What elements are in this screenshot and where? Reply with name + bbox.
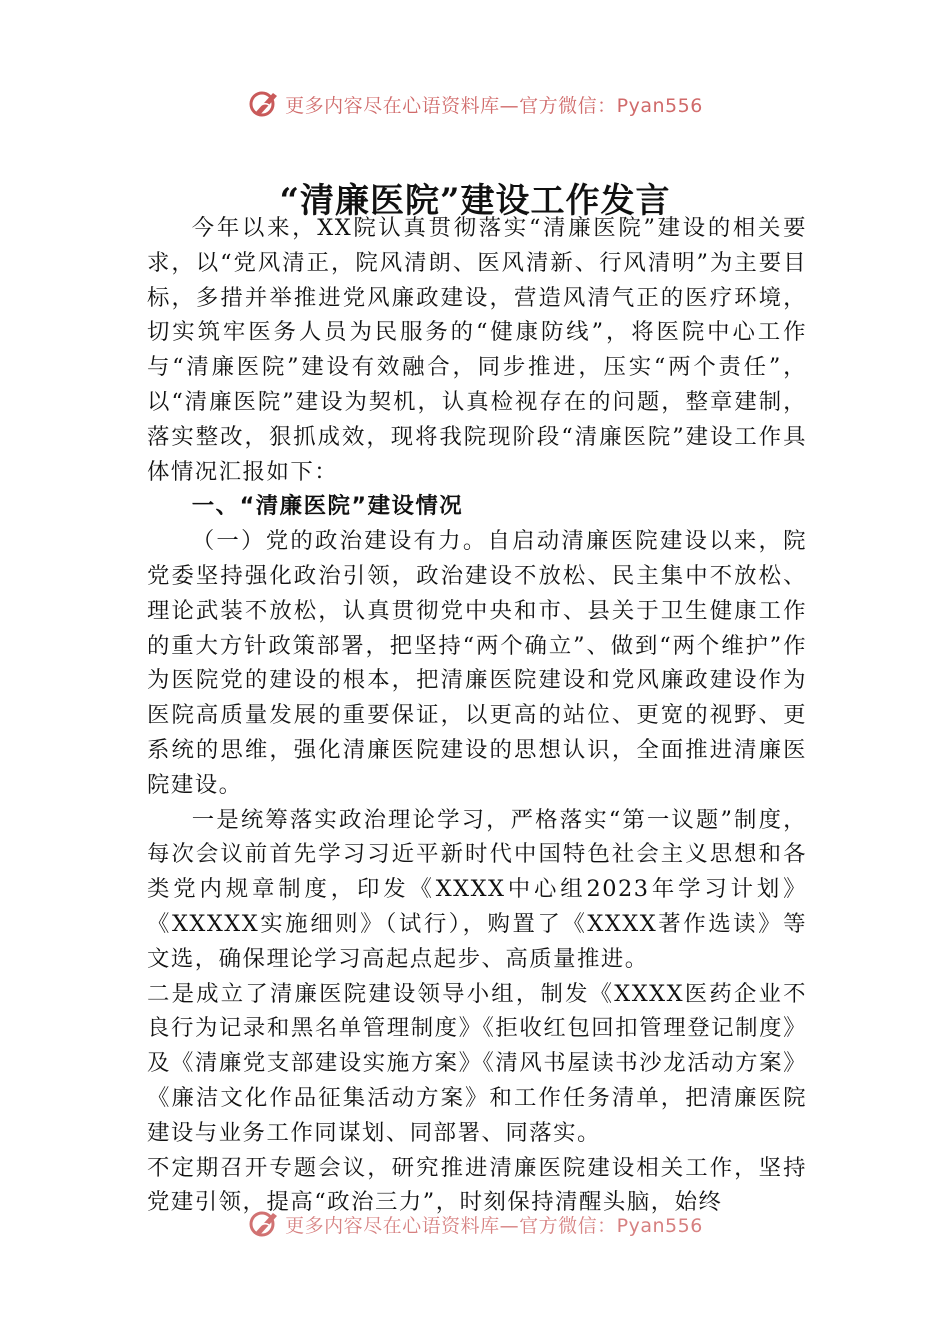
watermark-banner-bottom <box>0 1204 950 1244</box>
paragraph: 二是成立了清廉医院建设领导小组，制发《XXXX医药企业不良行为记录和黑名单管理制度》《拒收红包回扣管理登记制度》及《清廉党支部建设实施方案》《清风书屋读书沙龙活动方案》《廉洁文化作品征集活动方案》和工作任务清单，把清廉医院建设与业务工作同谋划、同部署、同落实。 <box>147 980 807 1146</box>
paragraph: 一是统筹落实政治理论学习，严格落实“第一议题”制度，每次会议前首先学习习近平新时代中国特色社会主义思想和各类党内规章制度，印发《XXXX中心组2023年学习计划》《XXXXX实施细则》（试行），购置了《XXXX著作选读》等文选，确保理论学习高起点起步、高质量推进。 <box>147 806 807 972</box>
pen-logo-icon <box>247 87 281 121</box>
page-title: “清廉医院”建设工作发言 <box>279 180 671 221</box>
section-heading: 一、“清廉医院”建设情况 <box>191 493 464 520</box>
watermark-banner-top <box>0 84 950 124</box>
intro-paragraph: 今年以来，XX院认真贯彻落实“清廉医院”建设的相关要求，以“党风清正，院风清朗、医风清新、行风清明”为主要目标，多措并举推进党风廉政建设，营造风清气正的医疗环境，切实筑牢医务人员为民服务的“健康防线”，将医院中心工作与“清廉医院”建设有效融合，同步推进，压实“两个责任”，以“清廉医院”建设为契机，认真检视存在的问题，整章建制，落实整改，狠抓成效，现将我院现阶段“清廉医院”建设工作具体情况汇报如下： <box>147 215 807 485</box>
pen-logo-icon <box>247 1207 281 1241</box>
paragraph: （一）党的政治建设有力。自启动清廉医院建设以来，院党委坚持强化政治引领，政治建设不放松、民主集中不放松、理论武装不放松，认真贯彻党中央和市、县关于卫生健康工作的重大方针政策部署，把坚持“两个确立”、做到“两个维护”作为医院党的建设的根本，把清廉医院建设和党风廉政建设作为医院高质量发展的重要保证，以更高的站位、更宽的视野、更系统的思维，强化清廉医院建设的思想认识，全面推进清廉医院建设。 <box>147 528 807 798</box>
document-body <box>147 211 807 1220</box>
watermark-text: 更多内容尽在心语资料库—官方微信：Pyan556 <box>285 1214 703 1237</box>
watermark-text: 更多内容尽在心语资料库—官方微信：Pyan556 <box>285 94 703 117</box>
paragraph: 不定期召开专题会议，研究推进清廉医院建设相关工作，坚持党建引领，提高“政治三力”，时刻保持清醒头脑，始终 <box>147 1154 807 1216</box>
